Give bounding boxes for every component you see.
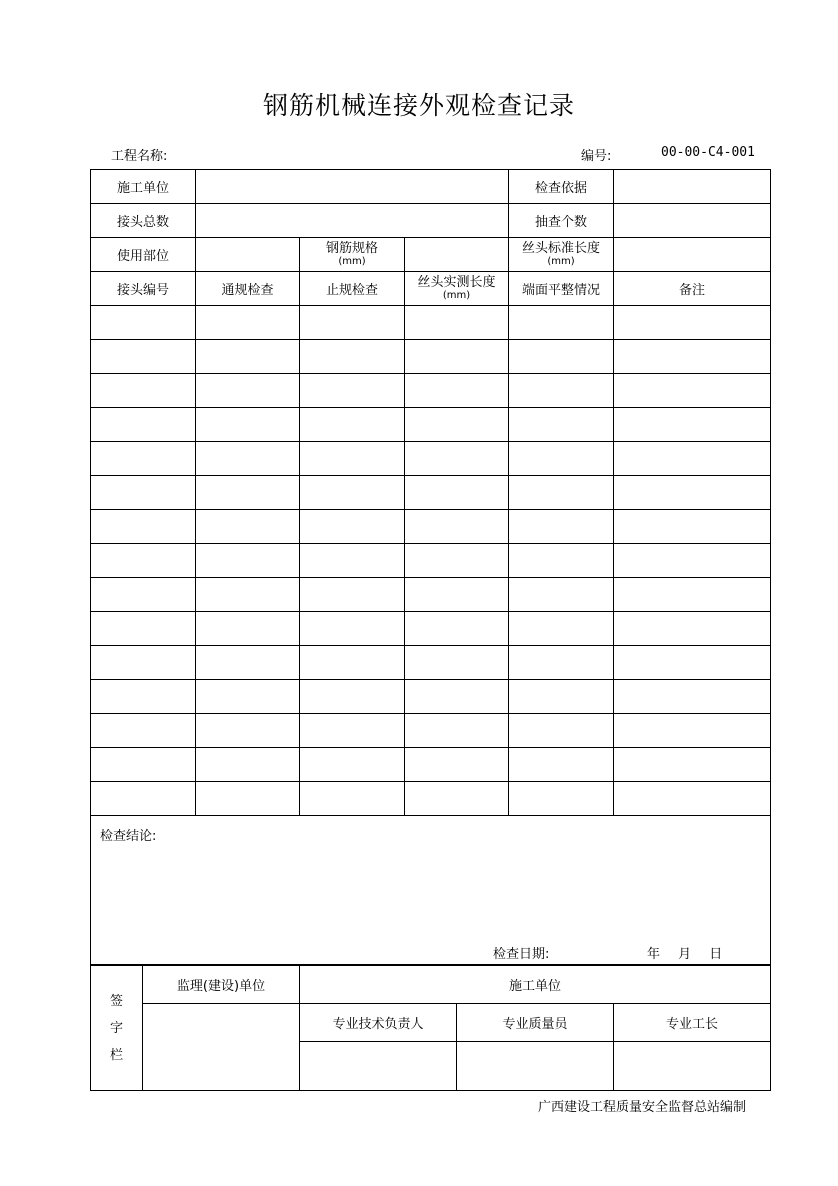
thread-std-field[interactable]	[614, 238, 771, 272]
record-cell[interactable]	[614, 612, 771, 646]
record-cell[interactable]	[614, 680, 771, 714]
record-cell[interactable]	[196, 374, 300, 408]
record-cell[interactable]	[91, 408, 196, 442]
record-cell[interactable]	[614, 442, 771, 476]
table-row	[91, 646, 771, 680]
signature-char-3: 栏	[109, 1047, 123, 1063]
record-cell[interactable]	[405, 510, 509, 544]
record-cell[interactable]	[509, 782, 614, 816]
record-cell[interactable]	[300, 340, 405, 374]
tech-lead-label: 专业技术负责人	[300, 1004, 457, 1042]
foreman-signature-field[interactable]	[614, 1042, 771, 1091]
table-row	[91, 544, 771, 578]
record-cell[interactable]	[405, 748, 509, 782]
col-joint-no: 接头编号	[91, 272, 196, 306]
sample-count-field[interactable]	[614, 204, 771, 238]
record-cell[interactable]	[91, 510, 196, 544]
foreman-label: 专业工长	[614, 1004, 771, 1042]
record-cell[interactable]	[509, 544, 614, 578]
construction-unit-field[interactable]	[196, 170, 509, 204]
record-cell[interactable]	[300, 408, 405, 442]
thread-std-label	[509, 238, 614, 272]
table-row	[91, 714, 771, 748]
table-row	[91, 782, 771, 816]
signature-char-2: 字	[109, 1020, 123, 1036]
number-value: 00-00-C4-001	[661, 145, 755, 160]
record-cell[interactable]	[196, 782, 300, 816]
record-cell[interactable]	[614, 782, 771, 816]
table-row	[91, 340, 771, 374]
location-label: 使用部位	[91, 238, 196, 272]
record-cell[interactable]	[91, 578, 196, 612]
construction-unit-sign-label: 施工单位	[300, 966, 771, 1004]
record-cell[interactable]	[509, 340, 614, 374]
inspection-date-ymd: 年 月 日	[647, 947, 723, 962]
record-cell[interactable]	[509, 612, 614, 646]
record-cell[interactable]	[509, 646, 614, 680]
record-cell[interactable]	[196, 306, 300, 340]
data-rows	[91, 306, 771, 816]
conclusion-cell[interactable]	[91, 816, 771, 965]
record-cell[interactable]	[405, 680, 509, 714]
record-cell[interactable]	[91, 680, 196, 714]
supervision-unit-label: 监理(建设)单位	[143, 966, 300, 1004]
record-cell[interactable]	[300, 374, 405, 408]
footer-compiler: 广西建设工程质量安全监督总站编制	[537, 1100, 746, 1115]
project-name-label: 工程名称:	[111, 149, 168, 164]
record-cell[interactable]	[614, 408, 771, 442]
record-cell[interactable]	[614, 306, 771, 340]
table-row	[91, 408, 771, 442]
joint-total-field[interactable]	[196, 204, 509, 238]
record-cell[interactable]	[300, 782, 405, 816]
record-cell[interactable]	[91, 714, 196, 748]
record-cell[interactable]	[300, 442, 405, 476]
location-field[interactable]	[196, 238, 300, 272]
col-remarks: 备注	[614, 272, 771, 306]
record-cell[interactable]	[196, 748, 300, 782]
record-cell[interactable]	[405, 544, 509, 578]
record-cell[interactable]	[405, 612, 509, 646]
record-cell[interactable]	[509, 476, 614, 510]
col-go-gauge: 通规检查	[196, 272, 300, 306]
signature-section-label	[91, 966, 143, 1091]
tech-lead-signature-field[interactable]	[300, 1042, 457, 1091]
record-cell[interactable]	[300, 544, 405, 578]
table-row	[91, 680, 771, 714]
record-cell[interactable]	[300, 476, 405, 510]
record-cell[interactable]	[300, 306, 405, 340]
record-cell[interactable]	[196, 476, 300, 510]
thread-std-unit: (mm)	[547, 256, 575, 267]
record-cell[interactable]	[91, 782, 196, 816]
record-cell[interactable]	[196, 680, 300, 714]
record-cell[interactable]	[614, 578, 771, 612]
record-cell[interactable]	[91, 646, 196, 680]
joint-total-label: 接头总数	[91, 204, 196, 238]
record-cell[interactable]	[405, 476, 509, 510]
record-cell[interactable]	[509, 408, 614, 442]
record-cell[interactable]	[196, 408, 300, 442]
record-cell[interactable]	[300, 578, 405, 612]
record-cell[interactable]	[405, 714, 509, 748]
record-cell[interactable]	[509, 374, 614, 408]
record-cell[interactable]	[91, 442, 196, 476]
record-table	[90, 169, 771, 965]
record-cell[interactable]	[91, 374, 196, 408]
construction-unit-label: 施工单位	[91, 170, 196, 204]
record-cell[interactable]	[300, 646, 405, 680]
record-cell[interactable]	[196, 510, 300, 544]
table-row	[91, 476, 771, 510]
record-cell[interactable]	[196, 714, 300, 748]
record-cell[interactable]	[91, 544, 196, 578]
record-cell[interactable]	[196, 544, 300, 578]
record-cell[interactable]	[300, 510, 405, 544]
record-cell[interactable]	[614, 714, 771, 748]
record-cell[interactable]	[509, 748, 614, 782]
document-title: 钢筋机械连接外观检查记录	[262, 91, 575, 120]
sample-count-label: 抽查个数	[509, 204, 614, 238]
col-end-flatness: 端面平整情况	[509, 272, 614, 306]
record-cell[interactable]	[614, 340, 771, 374]
thread-actual-text: 丝头实测长度	[417, 275, 496, 290]
inspection-date-label: 检查日期:	[493, 947, 550, 962]
col-thread-actual	[405, 272, 509, 306]
record-cell[interactable]	[509, 578, 614, 612]
rebar-spec-unit: (mm)	[338, 256, 366, 267]
thread-std-text: 丝头标准长度	[522, 241, 601, 256]
record-cell[interactable]	[405, 646, 509, 680]
table-row	[91, 374, 771, 408]
record-cell[interactable]	[196, 340, 300, 374]
record-cell[interactable]	[509, 306, 614, 340]
record-cell[interactable]	[91, 306, 196, 340]
number-label: 编号:	[581, 149, 612, 164]
record-cell[interactable]	[614, 646, 771, 680]
inspection-basis-label: 检查依据	[509, 170, 614, 204]
col-nogo-gauge: 止规检查	[300, 272, 405, 306]
record-cell[interactable]	[91, 748, 196, 782]
table-row	[91, 612, 771, 646]
inspection-basis-field[interactable]	[614, 170, 771, 204]
record-cell[interactable]	[405, 306, 509, 340]
record-cell[interactable]	[614, 748, 771, 782]
record-cell[interactable]	[300, 714, 405, 748]
record-cell[interactable]	[196, 612, 300, 646]
supervision-signature-field[interactable]	[143, 1004, 300, 1091]
thread-actual-unit: (mm)	[442, 290, 471, 301]
rebar-spec-text: 钢筋规格	[325, 241, 378, 256]
table-row	[91, 306, 771, 340]
rebar-spec-label	[300, 238, 405, 272]
record-cell[interactable]	[196, 442, 300, 476]
conclusion-label: 检查结论:	[100, 829, 157, 844]
rebar-spec-field[interactable]	[405, 238, 509, 272]
signature-table	[90, 965, 771, 1091]
record-cell[interactable]	[300, 612, 405, 646]
quality-officer-label: 专业质量员	[457, 1004, 614, 1042]
record-cell[interactable]	[614, 374, 771, 408]
record-cell[interactable]	[405, 578, 509, 612]
record-cell[interactable]	[300, 680, 405, 714]
table-row	[91, 748, 771, 782]
record-cell[interactable]	[405, 374, 509, 408]
table-row	[91, 578, 771, 612]
record-cell[interactable]	[91, 340, 196, 374]
record-cell[interactable]	[405, 408, 509, 442]
record-cell[interactable]	[300, 748, 405, 782]
record-cell[interactable]	[614, 544, 771, 578]
record-cell[interactable]	[509, 442, 614, 476]
record-cell[interactable]	[196, 578, 300, 612]
quality-officer-signature-field[interactable]	[457, 1042, 614, 1091]
table-row	[91, 442, 771, 476]
record-cell[interactable]	[405, 442, 509, 476]
record-cell[interactable]	[405, 782, 509, 816]
record-cell[interactable]	[509, 680, 614, 714]
record-cell[interactable]	[405, 340, 509, 374]
record-cell[interactable]	[196, 646, 300, 680]
record-cell[interactable]	[91, 612, 196, 646]
record-cell[interactable]	[509, 510, 614, 544]
signature-char-1: 签	[109, 993, 123, 1009]
record-cell[interactable]	[91, 476, 196, 510]
record-cell[interactable]	[614, 510, 771, 544]
table-row	[91, 510, 771, 544]
record-cell[interactable]	[614, 476, 771, 510]
record-cell[interactable]	[509, 714, 614, 748]
